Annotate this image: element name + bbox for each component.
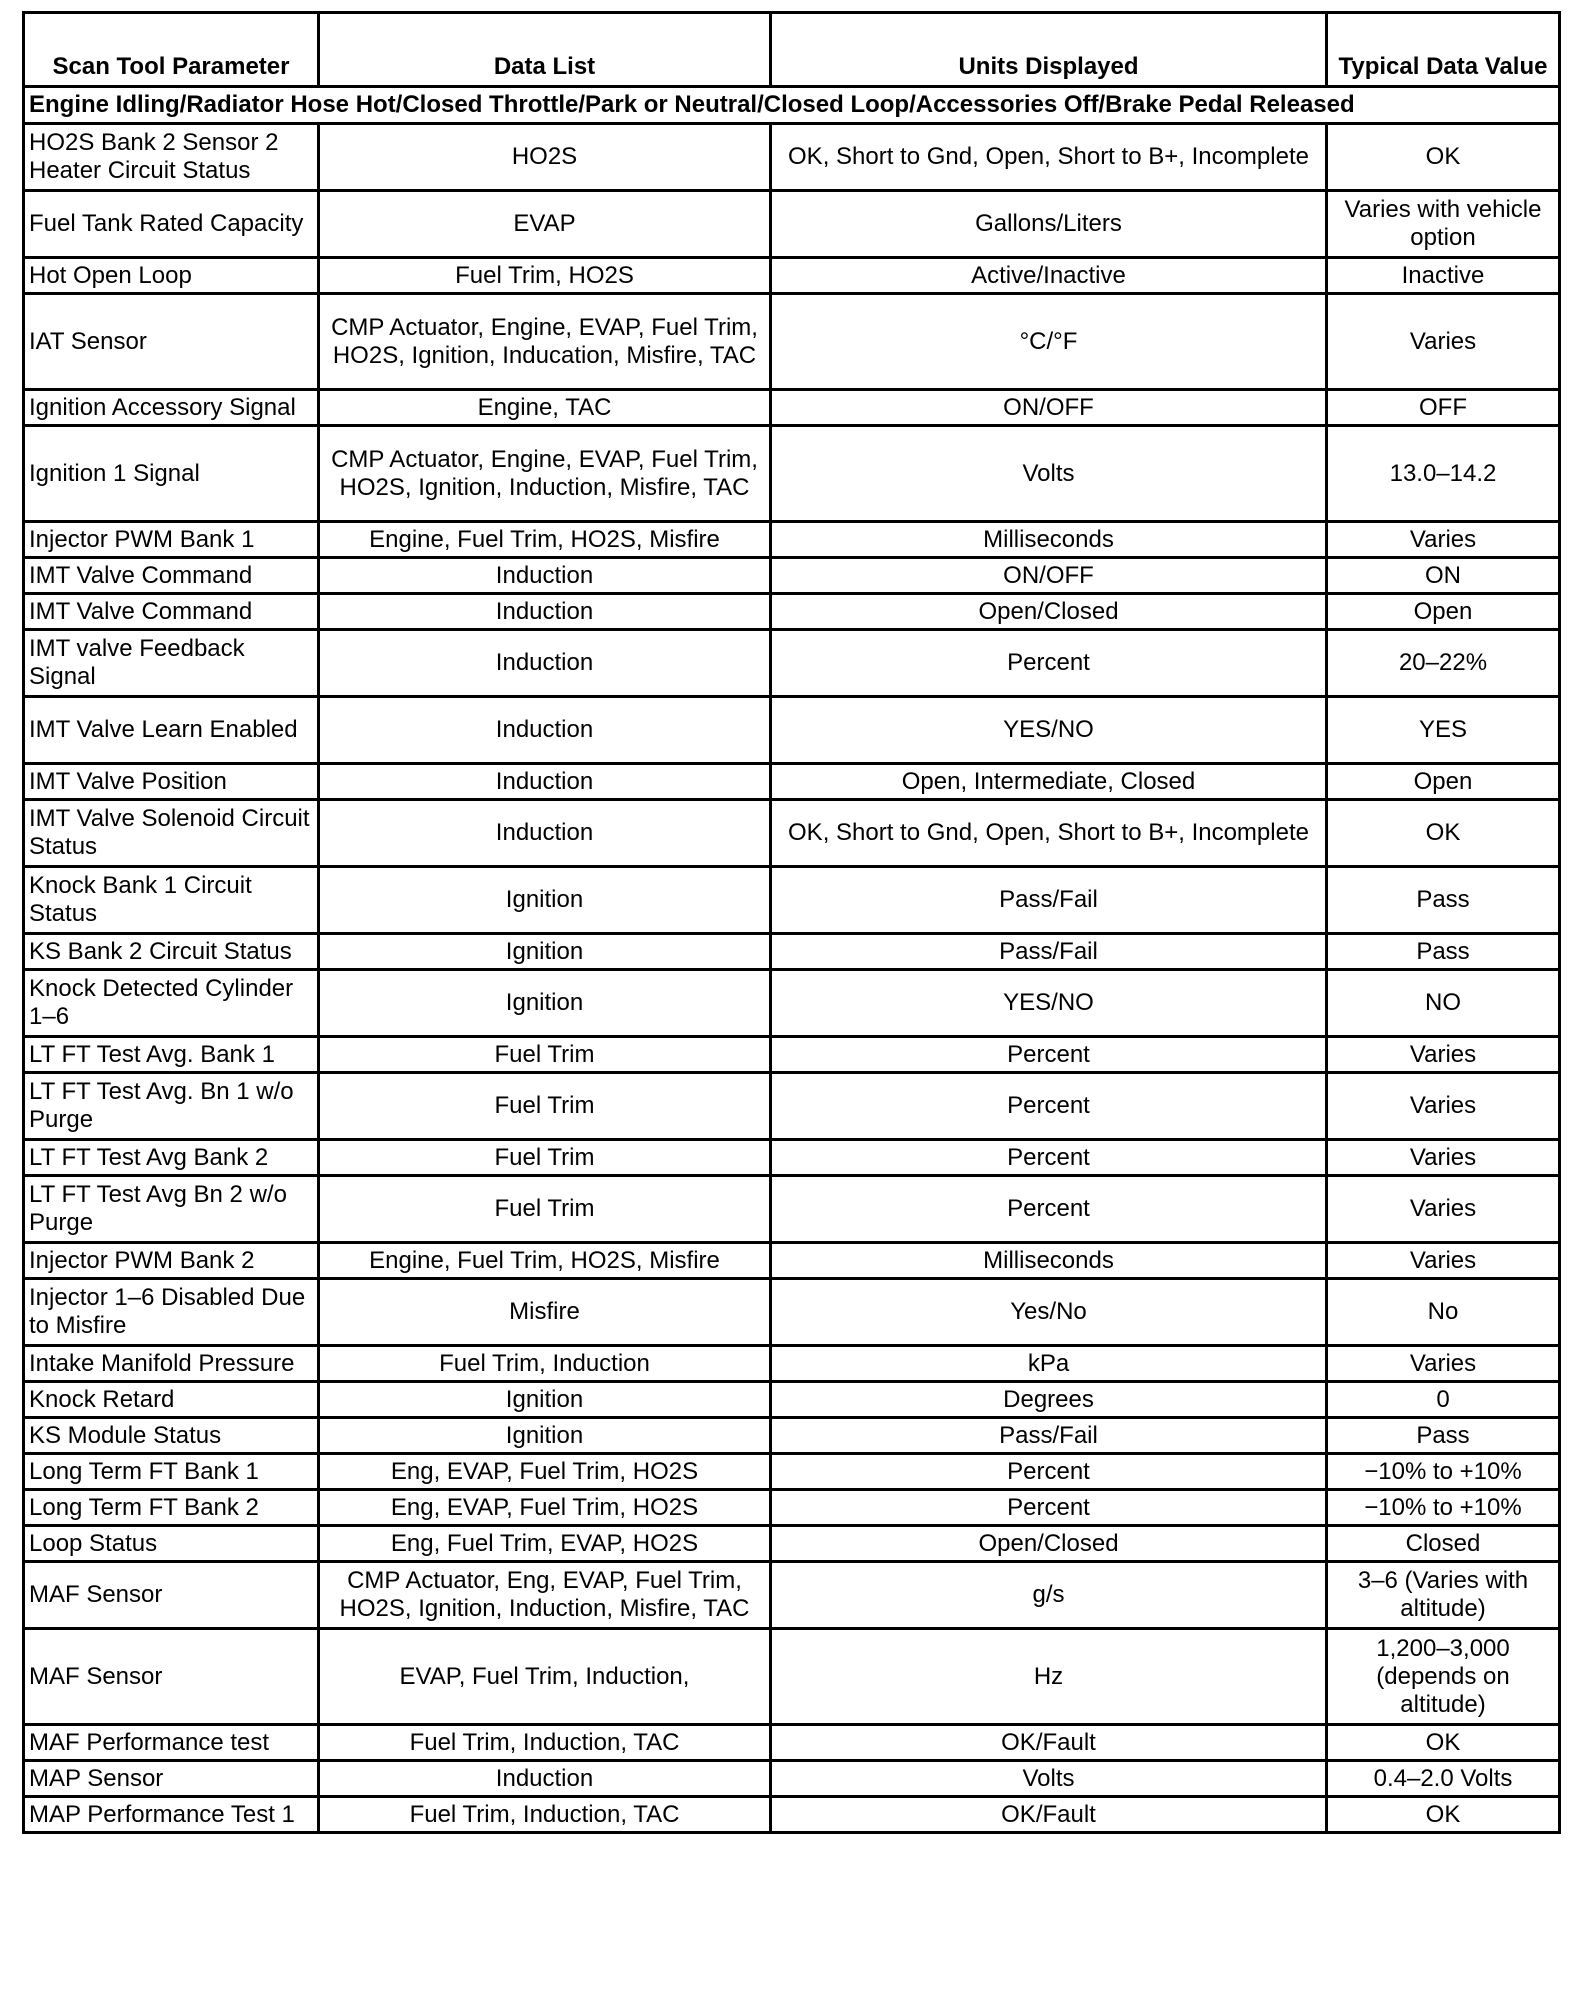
- cell-data-list: Fuel Trim: [319, 1140, 771, 1176]
- cell-units-displayed: Percent: [771, 1073, 1327, 1140]
- cell-typical-data-value: 0.4–2.0 Volts: [1327, 1761, 1560, 1797]
- cell-scan-tool-parameter: MAF Sensor: [24, 1629, 319, 1725]
- cell-typical-data-value: Closed: [1327, 1526, 1560, 1562]
- cell-units-displayed: OK/Fault: [771, 1725, 1327, 1761]
- cell-typical-data-value: −10% to +10%: [1327, 1490, 1560, 1526]
- cell-typical-data-value: Pass: [1327, 934, 1560, 970]
- cell-data-list: Induction: [319, 594, 771, 630]
- cell-typical-data-value: Open: [1327, 594, 1560, 630]
- cell-units-displayed: Percent: [771, 1176, 1327, 1243]
- cell-data-list: Misfire: [319, 1279, 771, 1346]
- table-row: [24, 970, 1560, 1037]
- cell-units-displayed: °C/°F: [771, 294, 1327, 390]
- cell-data-list: CMP Actuator, Engine, EVAP, Fuel Trim, HO2S, Ignition, Induction, Misfire, TAC: [319, 426, 771, 522]
- cell-units-displayed: Active/Inactive: [771, 258, 1327, 294]
- section-title: Engine Idling/Radiator Hose Hot/Closed Throttle/Park or Neutral/Closed Loop/Accessories Off/Brake Pedal Released: [24, 87, 1560, 124]
- cell-scan-tool-parameter: HO2S Bank 2 Sensor 2 Heater Circuit Status: [24, 124, 319, 191]
- cell-units-displayed: Percent: [771, 1490, 1327, 1526]
- cell-scan-tool-parameter: IMT Valve Position: [24, 764, 319, 800]
- cell-units-displayed: Gallons/Liters: [771, 191, 1327, 258]
- cell-units-displayed: Hz: [771, 1629, 1327, 1725]
- table-row: [24, 522, 1560, 558]
- cell-units-displayed: Open/Closed: [771, 1526, 1327, 1562]
- cell-scan-tool-parameter: Knock Retard: [24, 1382, 319, 1418]
- cell-scan-tool-parameter: IMT Valve Solenoid Circuit Status: [24, 800, 319, 867]
- cell-units-displayed: Milliseconds: [771, 522, 1327, 558]
- cell-data-list: Ignition: [319, 867, 771, 934]
- cell-data-list: EVAP: [319, 191, 771, 258]
- cell-data-list: Fuel Trim, Induction, TAC: [319, 1725, 771, 1761]
- cell-units-displayed: Open, Intermediate, Closed: [771, 764, 1327, 800]
- cell-typical-data-value: Varies: [1327, 1243, 1560, 1279]
- cell-typical-data-value: No: [1327, 1279, 1560, 1346]
- cell-data-list: Fuel Trim, Induction: [319, 1346, 771, 1382]
- cell-typical-data-value: Varies: [1327, 1176, 1560, 1243]
- table-row: [24, 1526, 1560, 1562]
- section-row: [24, 87, 1560, 124]
- cell-data-list: Induction: [319, 764, 771, 800]
- cell-typical-data-value: Varies: [1327, 1140, 1560, 1176]
- scan-tool-data-table: [22, 11, 1561, 1834]
- cell-units-displayed: Pass/Fail: [771, 867, 1327, 934]
- cell-data-list: Engine, TAC: [319, 390, 771, 426]
- cell-data-list: Engine, Fuel Trim, HO2S, Misfire: [319, 522, 771, 558]
- cell-data-list: Fuel Trim: [319, 1176, 771, 1243]
- cell-data-list: Eng, Fuel Trim, EVAP, HO2S: [319, 1526, 771, 1562]
- cell-typical-data-value: ON: [1327, 558, 1560, 594]
- table-row: [24, 1346, 1560, 1382]
- cell-scan-tool-parameter: IMT Valve Command: [24, 558, 319, 594]
- cell-data-list: Induction: [319, 558, 771, 594]
- cell-data-list: CMP Actuator, Engine, EVAP, Fuel Trim, HO2S, Ignition, Inducation, Misfire, TAC: [319, 294, 771, 390]
- cell-scan-tool-parameter: MAP Performance Test 1: [24, 1797, 319, 1833]
- cell-scan-tool-parameter: MAF Performance test: [24, 1725, 319, 1761]
- cell-scan-tool-parameter: IMT valve Feedback Signal: [24, 630, 319, 697]
- table-row: [24, 558, 1560, 594]
- table-row: [24, 697, 1560, 764]
- header-row: [24, 13, 1560, 87]
- cell-typical-data-value: Pass: [1327, 867, 1560, 934]
- table-row: [24, 124, 1560, 191]
- cell-units-displayed: Open/Closed: [771, 594, 1327, 630]
- cell-scan-tool-parameter: IMT Valve Command: [24, 594, 319, 630]
- cell-scan-tool-parameter: MAF Sensor: [24, 1562, 319, 1629]
- cell-typical-data-value: Pass: [1327, 1418, 1560, 1454]
- cell-units-displayed: Percent: [771, 630, 1327, 697]
- cell-typical-data-value: OK: [1327, 124, 1560, 191]
- cell-scan-tool-parameter: KS Bank 2 Circuit Status: [24, 934, 319, 970]
- cell-units-displayed: ON/OFF: [771, 558, 1327, 594]
- scan-tool-data-sheet: [22, 11, 1558, 1834]
- table-row: [24, 934, 1560, 970]
- cell-scan-tool-parameter: LT FT Test Avg. Bn 1 w/o Purge: [24, 1073, 319, 1140]
- cell-data-list: Ignition: [319, 1418, 771, 1454]
- table-row: [24, 1073, 1560, 1140]
- cell-scan-tool-parameter: Injector PWM Bank 1: [24, 522, 319, 558]
- cell-units-displayed: OK/Fault: [771, 1797, 1327, 1833]
- table-row: [24, 1761, 1560, 1797]
- cell-units-displayed: Yes/No: [771, 1279, 1327, 1346]
- cell-scan-tool-parameter: Knock Detected Cylinder 1–6: [24, 970, 319, 1037]
- table-row: [24, 258, 1560, 294]
- cell-scan-tool-parameter: Injector PWM Bank 2: [24, 1243, 319, 1279]
- cell-scan-tool-parameter: MAP Sensor: [24, 1761, 319, 1797]
- cell-scan-tool-parameter: Long Term FT Bank 1: [24, 1454, 319, 1490]
- cell-typical-data-value: Varies: [1327, 1346, 1560, 1382]
- cell-units-displayed: g/s: [771, 1562, 1327, 1629]
- cell-data-list: Induction: [319, 1761, 771, 1797]
- cell-units-displayed: Pass/Fail: [771, 934, 1327, 970]
- cell-data-list: Induction: [319, 697, 771, 764]
- header-data-list: Data List: [319, 13, 771, 87]
- table-row: [24, 764, 1560, 800]
- cell-data-list: Fuel Trim, Induction, TAC: [319, 1797, 771, 1833]
- cell-typical-data-value: 3–6 (Varies with altitude): [1327, 1562, 1560, 1629]
- cell-units-displayed: Percent: [771, 1037, 1327, 1073]
- cell-scan-tool-parameter: Knock Bank 1 Circuit Status: [24, 867, 319, 934]
- cell-units-displayed: ON/OFF: [771, 390, 1327, 426]
- cell-scan-tool-parameter: LT FT Test Avg. Bank 1: [24, 1037, 319, 1073]
- cell-data-list: Ignition: [319, 934, 771, 970]
- cell-units-displayed: Percent: [771, 1454, 1327, 1490]
- cell-scan-tool-parameter: Injector 1–6 Disabled Due to Misfire: [24, 1279, 319, 1346]
- table-row: [24, 630, 1560, 697]
- cell-data-list: Eng, EVAP, Fuel Trim, HO2S: [319, 1490, 771, 1526]
- cell-typical-data-value: 1,200–3,000 (depends on altitude): [1327, 1629, 1560, 1725]
- table-row: [24, 390, 1560, 426]
- cell-units-displayed: Degrees: [771, 1382, 1327, 1418]
- cell-typical-data-value: 0: [1327, 1382, 1560, 1418]
- cell-typical-data-value: −10% to +10%: [1327, 1454, 1560, 1490]
- cell-data-list: Ignition: [319, 1382, 771, 1418]
- cell-typical-data-value: Open: [1327, 764, 1560, 800]
- cell-scan-tool-parameter: Ignition Accessory Signal: [24, 390, 319, 426]
- cell-data-list: Fuel Trim: [319, 1037, 771, 1073]
- cell-units-displayed: OK, Short to Gnd, Open, Short to B+, Incomplete: [771, 124, 1327, 191]
- cell-units-displayed: YES/NO: [771, 970, 1327, 1037]
- table-row: [24, 867, 1560, 934]
- cell-scan-tool-parameter: Long Term FT Bank 2: [24, 1490, 319, 1526]
- cell-typical-data-value: Varies: [1327, 1037, 1560, 1073]
- cell-units-displayed: Percent: [771, 1140, 1327, 1176]
- header-typical-data-value: Typical Data Value: [1327, 13, 1560, 87]
- cell-typical-data-value: YES: [1327, 697, 1560, 764]
- cell-data-list: Induction: [319, 800, 771, 867]
- cell-scan-tool-parameter: Loop Status: [24, 1526, 319, 1562]
- table-row: [24, 1243, 1560, 1279]
- cell-data-list: Fuel Trim, HO2S: [319, 258, 771, 294]
- header-units-displayed: Units Displayed: [771, 13, 1327, 87]
- cell-scan-tool-parameter: IAT Sensor: [24, 294, 319, 390]
- table-row: [24, 1562, 1560, 1629]
- cell-data-list: EVAP, Fuel Trim, Induction,: [319, 1629, 771, 1725]
- table-row: [24, 426, 1560, 522]
- table-body: [24, 87, 1560, 1833]
- cell-data-list: HO2S: [319, 124, 771, 191]
- cell-data-list: Induction: [319, 630, 771, 697]
- cell-scan-tool-parameter: Intake Manifold Pressure: [24, 1346, 319, 1382]
- cell-typical-data-value: OFF: [1327, 390, 1560, 426]
- cell-units-displayed: Pass/Fail: [771, 1418, 1327, 1454]
- table-row: [24, 594, 1560, 630]
- cell-data-list: Ignition: [319, 970, 771, 1037]
- cell-scan-tool-parameter: Hot Open Loop: [24, 258, 319, 294]
- cell-typical-data-value: Varies: [1327, 294, 1560, 390]
- table-row: [24, 1418, 1560, 1454]
- cell-units-displayed: Volts: [771, 426, 1327, 522]
- table-row: [24, 1454, 1560, 1490]
- table-row: [24, 1037, 1560, 1073]
- cell-scan-tool-parameter: KS Module Status: [24, 1418, 319, 1454]
- cell-scan-tool-parameter: Ignition 1 Signal: [24, 426, 319, 522]
- table-row: [24, 1797, 1560, 1833]
- cell-typical-data-value: Inactive: [1327, 258, 1560, 294]
- table-row: [24, 800, 1560, 867]
- cell-typical-data-value: OK: [1327, 1725, 1560, 1761]
- header-scan-tool-parameter: Scan Tool Parameter: [24, 13, 319, 87]
- cell-scan-tool-parameter: LT FT Test Avg Bank 2: [24, 1140, 319, 1176]
- cell-data-list: Fuel Trim: [319, 1073, 771, 1140]
- table-row: [24, 1629, 1560, 1725]
- cell-units-displayed: kPa: [771, 1346, 1327, 1382]
- cell-typical-data-value: NO: [1327, 970, 1560, 1037]
- table-row: [24, 1279, 1560, 1346]
- cell-scan-tool-parameter: LT FT Test Avg Bn 2 w/o Purge: [24, 1176, 319, 1243]
- table-row: [24, 191, 1560, 258]
- cell-typical-data-value: 13.0–14.2: [1327, 426, 1560, 522]
- cell-typical-data-value: Varies with vehicle option: [1327, 191, 1560, 258]
- table-row: [24, 1490, 1560, 1526]
- cell-typical-data-value: OK: [1327, 800, 1560, 867]
- cell-data-list: CMP Actuator, Eng, EVAP, Fuel Trim, HO2S, Ignition, Induction, Misfire, TAC: [319, 1562, 771, 1629]
- table-row: [24, 1725, 1560, 1761]
- cell-units-displayed: Milliseconds: [771, 1243, 1327, 1279]
- cell-typical-data-value: Varies: [1327, 1073, 1560, 1140]
- cell-data-list: Eng, EVAP, Fuel Trim, HO2S: [319, 1454, 771, 1490]
- cell-typical-data-value: 20–22%: [1327, 630, 1560, 697]
- cell-typical-data-value: OK: [1327, 1797, 1560, 1833]
- table-row: [24, 1176, 1560, 1243]
- cell-data-list: Engine, Fuel Trim, HO2S, Misfire: [319, 1243, 771, 1279]
- cell-units-displayed: YES/NO: [771, 697, 1327, 764]
- table-row: [24, 294, 1560, 390]
- cell-scan-tool-parameter: IMT Valve Learn Enabled: [24, 697, 319, 764]
- table-row: [24, 1382, 1560, 1418]
- cell-units-displayed: OK, Short to Gnd, Open, Short to B+, Incomplete: [771, 800, 1327, 867]
- cell-units-displayed: Volts: [771, 1761, 1327, 1797]
- cell-typical-data-value: Varies: [1327, 522, 1560, 558]
- table-row: [24, 1140, 1560, 1176]
- cell-scan-tool-parameter: Fuel Tank Rated Capacity: [24, 191, 319, 258]
